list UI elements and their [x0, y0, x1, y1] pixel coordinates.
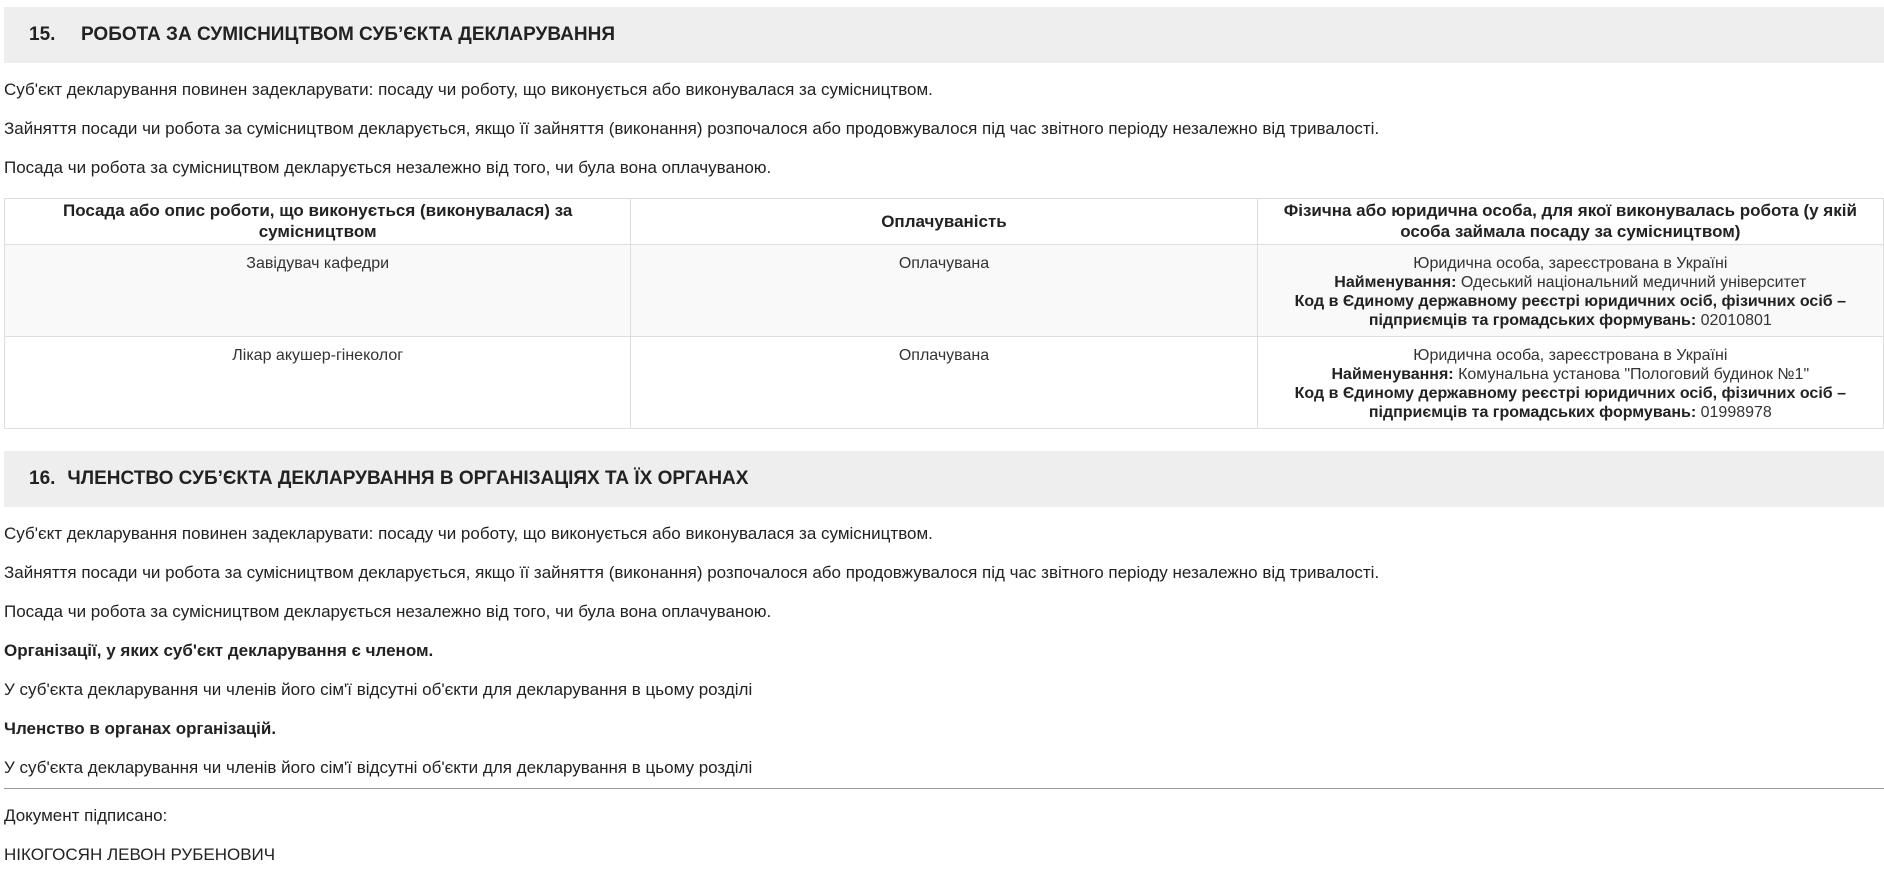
section-15-number: 15. — [29, 24, 56, 45]
cell-paid: Оплачувана — [631, 337, 1257, 429]
section-15-paragraph: Суб'єкт декларування повинен задекларувати: посаду чи роботу, що виконується або виконувалася за сумісництвом. — [4, 80, 933, 99]
table-row — [5, 245, 1884, 337]
entity-name-value: Комунальна установа "Пологовий будинок №1" — [1458, 366, 1810, 383]
part-time-jobs-table — [4, 198, 1884, 429]
signature-label: Документ підписано: — [4, 806, 168, 825]
section-16-paragraph: Суб'єкт декларування повинен задекларувати: посаду чи роботу, що виконується або виконувалася за сумісництвом. — [4, 524, 933, 543]
section-16-header — [4, 451, 1884, 507]
divider — [4, 788, 1884, 789]
signatory-name: НІКОГОСЯН ЛЕВОН РУБЕНОВИЧ — [4, 845, 276, 864]
bodies-heading: Членство в органах організацій. — [4, 719, 277, 738]
section-15-header — [4, 7, 1884, 63]
column-header-paid: Оплачуваність — [631, 199, 1257, 245]
orgs-heading: Організації, у яких суб'єкт декларування є членом. — [4, 641, 434, 660]
section-16-paragraph: Посада чи робота за сумісництвом декларується незалежно від того, чи була вона оплачуваною. — [4, 602, 772, 621]
table-row — [5, 337, 1884, 429]
section-16-paragraph: Зайняття посади чи робота за сумісництвом декларується, якщо її зайняття (виконання) розпочалося або продовжувалося під час звітного періоду незалежно від тривалості. — [4, 563, 1380, 582]
entity-type: Юридична особа, зареєстрована в Україні — [1413, 347, 1728, 364]
table-header-row — [5, 199, 1884, 245]
entity-name-label: Найменування: — [1331, 366, 1454, 383]
entity-name-value: Одеський національний медичний університет — [1460, 274, 1807, 291]
cell-paid: Оплачувана — [631, 245, 1257, 337]
section-16-number: 16. — [29, 468, 56, 489]
entity-code-label: Код в Єдиному державному реєстрі юридичних осіб, фізичних осіб – підприємців та громадських формувань: — [1294, 385, 1846, 421]
entity-code-label: Код в Єдиному державному реєстрі юридичних осіб, фізичних осіб – підприємців та громадських формувань: — [1294, 293, 1846, 329]
cell-position: Завідувач кафедри — [5, 245, 631, 337]
section-15-title: РОБОТА ЗА СУМІСНИЦТВОМ СУБ’ЄКТА ДЕКЛАРУВАННЯ — [81, 24, 615, 45]
column-header-position: Посада або опис роботи, що виконується (виконувалася) за сумісництвом — [5, 199, 631, 245]
entity-code — [1266, 292, 1875, 330]
column-header-entity: Фізична або юридична особа, для якої виконувалась робота (у якій особа займала посаду за сумісництвом) — [1257, 199, 1883, 245]
cell-entity — [1257, 337, 1883, 429]
cell-position: Лікар акушер-гінеколог — [5, 337, 631, 429]
entity-code-value: 01998978 — [1700, 404, 1772, 421]
entity-type: Юридична особа, зареєстрована в Україні — [1413, 255, 1728, 272]
cell-entity — [1257, 245, 1883, 337]
entity-name-label: Найменування: — [1334, 274, 1457, 291]
orgs-empty-note: У суб'єкта декларування чи членів його сім'ї відсутні об'єкти для декларування в цьому розділі — [4, 680, 753, 699]
entity-code-value: 02010801 — [1700, 312, 1772, 329]
entity-name — [1266, 365, 1875, 384]
section-15-paragraph: Посада чи робота за сумісництвом декларується незалежно від того, чи була вона оплачуваною. — [4, 158, 772, 177]
entity-name — [1266, 273, 1875, 292]
section-15-paragraph: Зайняття посади чи робота за сумісництвом декларується, якщо її зайняття (виконання) розпочалося або продовжувалося під час звітного періоду незалежно від тривалості. — [4, 119, 1380, 138]
bodies-empty-note: У суб'єкта декларування чи членів його сім'ї відсутні об'єкти для декларування в цьому розділі — [4, 758, 753, 777]
entity-code — [1266, 384, 1875, 422]
section-16-title: ЧЛЕНСТВО СУБ’ЄКТА ДЕКЛАРУВАННЯ В ОРГАНІЗАЦІЯХ ТА ЇХ ОРГАНАХ — [67, 468, 749, 489]
